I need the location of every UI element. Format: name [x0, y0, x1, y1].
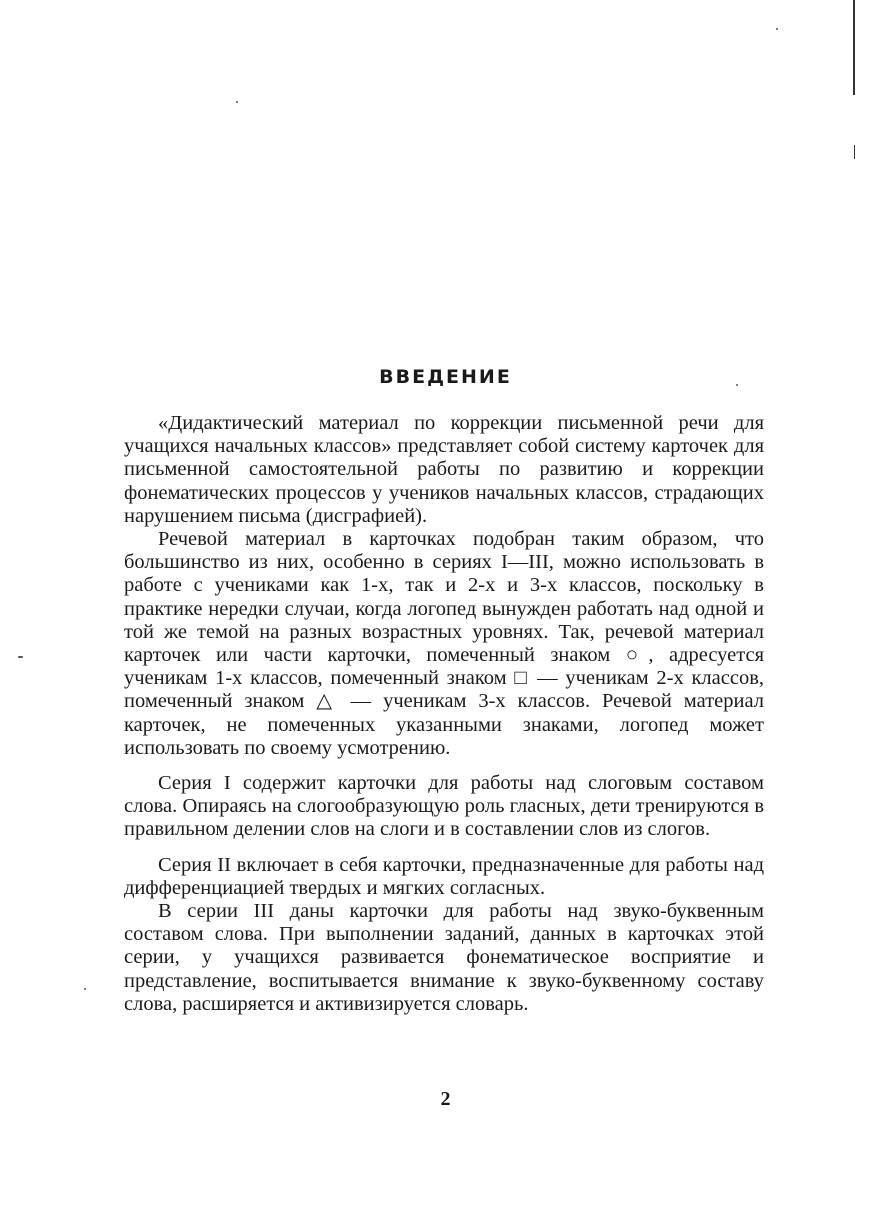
paragraph-series-2: Серия II включает в себя карточки, предназначенные для работы над дифференциацией твердых и мягких согласных. — [124, 853, 764, 899]
scan-speck — [776, 28, 778, 30]
scan-edge-line — [853, 0, 855, 95]
paragraph-series-3: В серии III даны карточки для работы над звуко-буквенным составом слова. При выполнении заданий, данных в карточках этой серии, у учащихся развивается фонематическое восприятие и представление, воспитывается внимание к звуко-буквенному составу слова, расширяется и активизируется словарь. — [124, 900, 764, 1015]
scan-speck — [236, 101, 238, 103]
paragraph-intro: «Дидактический материал по коррекции письменной речи для учащихся начальных классов» представляет собой систему карточек для письменной самостоятельной работы по развитию и коррекции фонематических процессов у учеников начальных классов, страдающих нарушением письма (дисграфией). — [124, 412, 764, 527]
page-number: 2 — [440, 1088, 451, 1110]
scan-edge-line-short — [854, 145, 855, 159]
paragraph-series-1: Серия I содержит карточки для работы над слоговым составом слова. Опираясь на слогообразующую роль гласных, дети тренируются в правильном делении слов на слоги и в составлении слов из слогов. — [124, 772, 764, 841]
paragraph-speech-material: Речевой материал в карточках подобран таким образом, что большинство из них, особенно в сериях I—III, можно использовать в работе с учениками как 1-х, так и 2-х и 3-х классов, поскольку в практике нередки случаи, когда логопед вынужден работать над одной и той же темой на разных возрастных уровнях. Так, речевой материал карточек или части карточки, помеченный знаком ○, адресуется ученикам 1-х классов, помеченный знаком □ — ученикам 2-х классов, помеченный знаком △ — ученикам 3-х классов. Речевой материал карточек, не помеченных указанными знаками, логопед может использовать по своему усмотрению. — [124, 528, 764, 759]
body-text — [124, 412, 764, 1016]
scan-speck — [18, 656, 23, 658]
section-heading: ВВЕДЕНИЕ — [379, 366, 512, 388]
scan-speck — [84, 988, 86, 990]
